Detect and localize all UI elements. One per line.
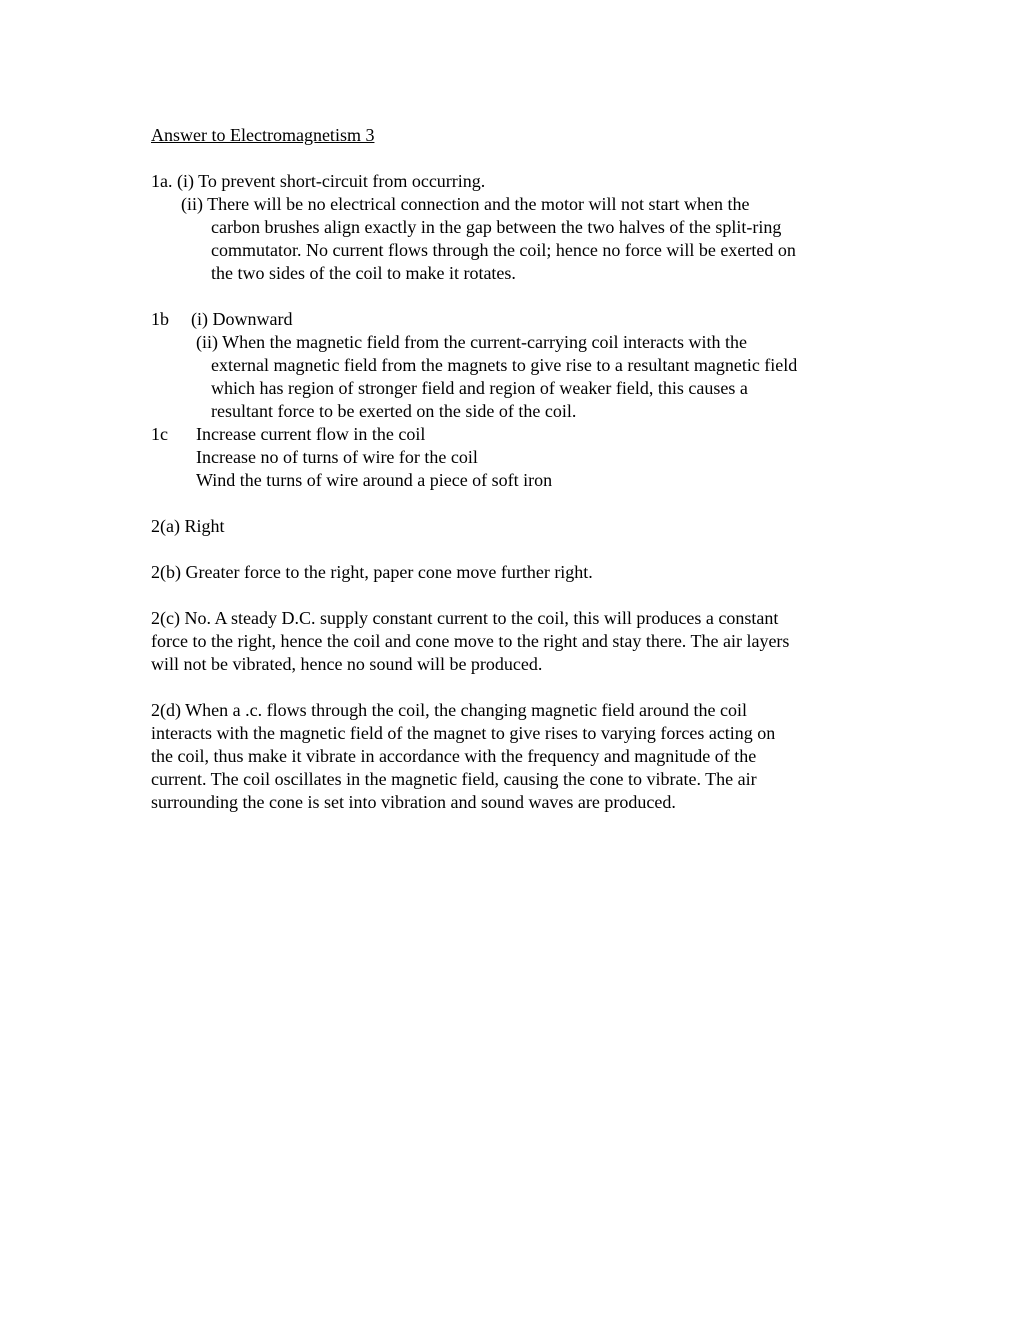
answer-2d-line: surrounding the cone is set into vibration and sound waves are produced. [151,792,676,812]
answer-2b: 2(b) Greater force to the right, paper cone move further right. [151,562,593,582]
answer-2d-line: the coil, thus make it vibrate in accordance with the frequency and magnitude of the [151,746,757,766]
blank-line [151,285,881,308]
answer-2c-line: force to the right, hence the coil and cone move to the right and stay there. The air layers [151,631,790,651]
answer-2d-line: current. The coil oscillates in the magnetic field, causing the cone to vibrate. The air [151,769,757,789]
answer-1b-ii-line: (ii) When the magnetic field from the current-carrying coil interacts with the [196,332,747,352]
answer-1b-ii-line: external magnetic field from the magnets to give rise to a resultant magnetic field [211,355,798,375]
answer-1c-text: Increase current flow in the coil [196,424,426,444]
answer-1a-i: 1a. (i) To prevent short-circuit from occurring. [151,171,486,191]
blank-line [151,492,881,515]
answer-1c-item: Wind the turns of wire around a piece of soft iron [196,470,553,490]
document-title: Answer to Electromagnetism 3 [151,125,375,145]
blank-line [151,147,881,170]
blank-line [151,538,881,561]
answer-1a-ii-line: (ii) There will be no electrical connection and the motor will not start when the [181,194,750,214]
answer-1b-ii-line: resultant force to be exerted on the side of the coil. [211,401,577,421]
answer-1b-i [151,308,881,331]
answer-1a-ii-line: commutator. No current flows through the coil; hence no force will be exerted on [211,240,796,260]
answer-2c-line: will not be vibrated, hence no sound will be produced. [151,654,543,674]
blank-line [151,676,881,699]
answer-1b-ii-line: which has region of stronger field and region of weaker field, this causes a [211,378,748,398]
blank-line [151,584,881,607]
answer-1c-label: 1c [151,424,168,444]
answer-2a: 2(a) Right [151,516,225,536]
answer-2d-line: 2(d) When a .c. flows through the coil, the changing magnetic field around the coil [151,700,747,720]
answer-1b-i-text: (i) Downward [191,309,293,329]
answer-1a-ii-line: the two sides of the coil to make it rotates. [211,263,516,283]
answer-1c-item [151,423,881,446]
answer-1b-label: 1b [151,309,169,329]
answer-2d-line: interacts with the magnetic field of the magnet to give rises to varying forces acting on [151,723,776,743]
document-page [151,124,881,814]
answer-1a-ii-line: carbon brushes align exactly in the gap between the two halves of the split-ring [211,217,782,237]
answer-2c-line: 2(c) No. A steady D.C. supply constant current to the coil, this will produces a constant [151,608,779,628]
answer-1c-item: Increase no of turns of wire for the coil [196,447,478,467]
